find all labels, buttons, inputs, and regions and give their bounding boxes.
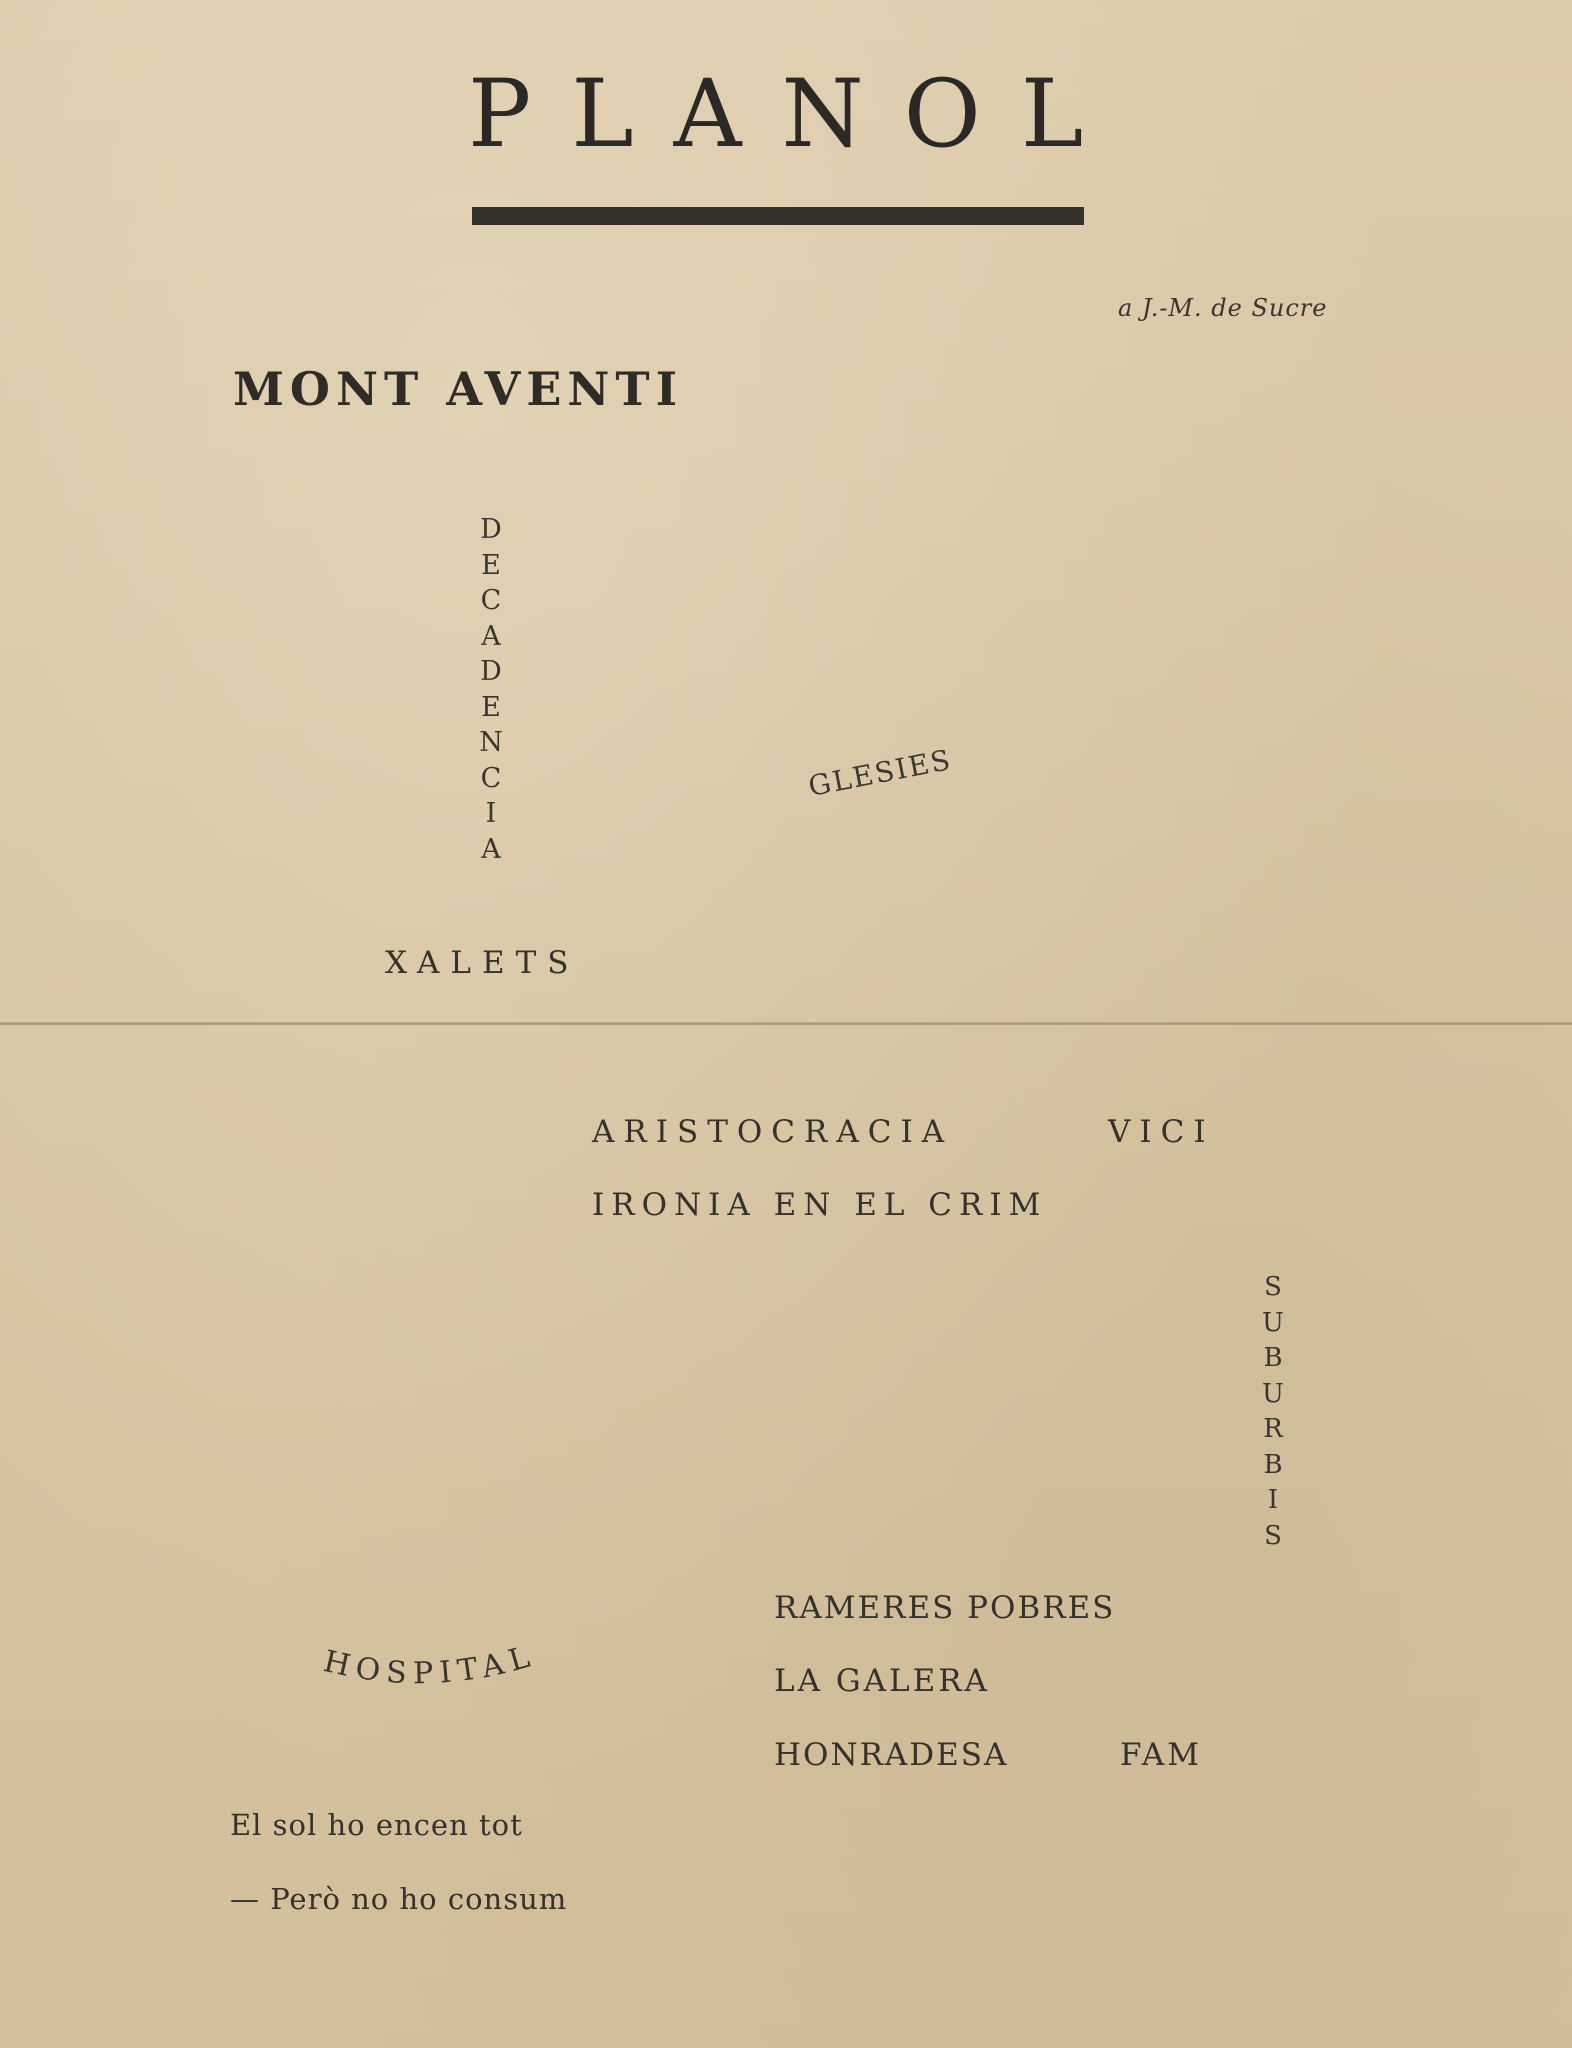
- word-xalets: XALETS: [385, 945, 580, 981]
- poem-title: PLANOL: [468, 60, 1124, 169]
- letter: C: [480, 585, 502, 616]
- word-aristocracia: ARISTOCRACIA: [592, 1114, 954, 1150]
- word-esglesies: GLESIES: [805, 742, 955, 803]
- page-fold-line: [0, 1022, 1572, 1026]
- hospital-textpath: HOSPITAL: [320, 1637, 541, 1692]
- letter: R: [1263, 1414, 1283, 1444]
- letter: E: [481, 691, 501, 723]
- letter: U: [1262, 1378, 1284, 1409]
- letter: B: [1263, 1449, 1283, 1480]
- word-vici: VICI: [1108, 1114, 1215, 1150]
- letter: D: [480, 656, 502, 687]
- line-rameres-pobres: RAMERES POBRES: [774, 1590, 1116, 1626]
- vertical-word-decadencia: [476, 512, 506, 867]
- hospital-text: [320, 1638, 540, 1691]
- closing-line-2: — Però no ho consum: [230, 1882, 568, 1916]
- letter: B: [1263, 1343, 1283, 1373]
- line-ironia-en-el-crim: IRONIA EN EL CRIM: [592, 1187, 1048, 1223]
- letter: A: [481, 833, 501, 865]
- line-la-galera: LA GALERA: [774, 1663, 990, 1699]
- letter: S: [1264, 1520, 1282, 1551]
- closing-line-1: El sol ho encen tot: [230, 1808, 523, 1842]
- word-fam: FAM: [1120, 1737, 1202, 1773]
- letter: A: [481, 620, 501, 652]
- vertical-word-suburbis: [1258, 1270, 1288, 1554]
- letter: E: [481, 549, 501, 581]
- letter: N: [479, 727, 503, 758]
- letter: I: [1267, 1485, 1279, 1515]
- hospital-arc-svg: [318, 1620, 578, 1700]
- letter: C: [480, 762, 502, 794]
- word-honradesa: HONRADESA: [774, 1737, 1009, 1773]
- word-hospital-arched: [318, 1620, 578, 1700]
- letter: U: [1262, 1307, 1284, 1338]
- title-underline: [472, 207, 1084, 225]
- letter: I: [485, 798, 497, 829]
- letter: D: [480, 514, 502, 545]
- heading-mont-aventi: MONT AVENTI: [233, 362, 684, 416]
- letter: S: [1264, 1272, 1282, 1302]
- dedication: a J.-M. de Sucre: [1118, 294, 1328, 322]
